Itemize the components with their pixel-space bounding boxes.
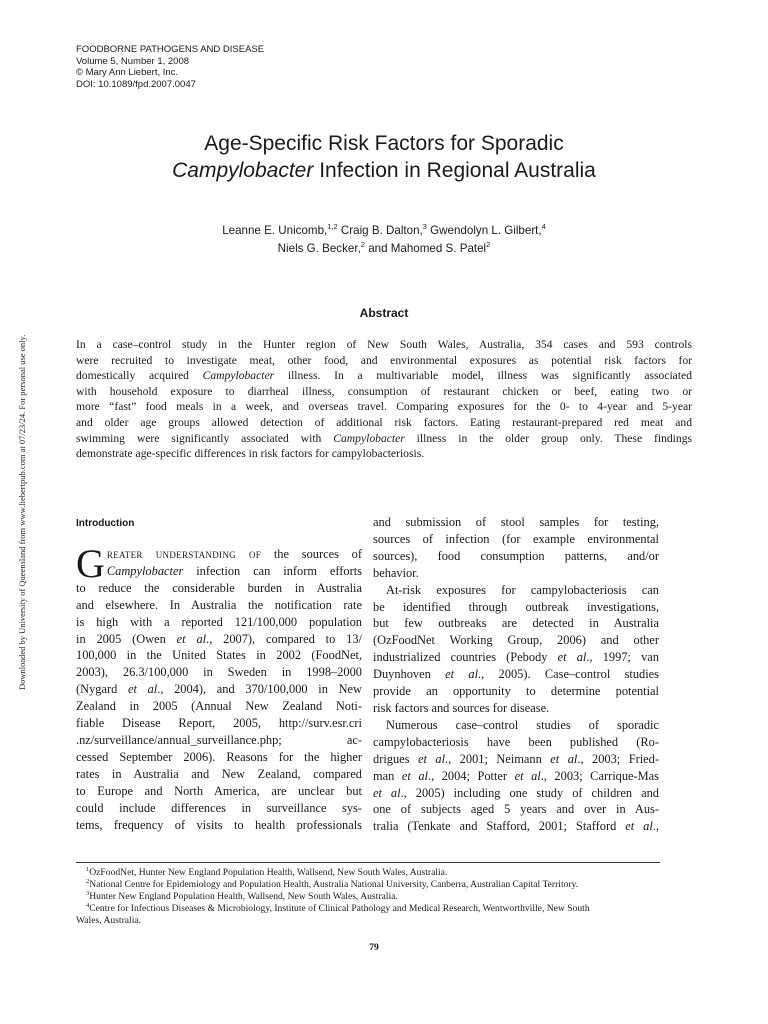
body-text: ., 2004; Potter: [427, 768, 515, 783]
body-line: Zealand in 2005 (Annual New Zealand Noti-: [76, 699, 362, 714]
body-line: (OzFoodNet Working Group, 2006) and other: [373, 633, 659, 648]
body-text: the sources of: [261, 547, 362, 561]
abstract-genus: Campylobacter: [333, 431, 405, 445]
body-text: Duynhoven: [373, 667, 446, 682]
footnote: [76, 879, 660, 891]
body-line: [373, 785, 659, 802]
body-text: ., 2001; Neimann: [445, 751, 551, 766]
footnote-divider: [76, 862, 660, 863]
journal-name: FOODBORNE PATHOGENS AND DISEASE: [76, 44, 265, 55]
footnote-marker: 1: [86, 865, 90, 873]
footnote-continuation: Wales, Australia.: [76, 915, 142, 926]
abstract-line: and older age groups allowed detection of additional risk factors. Eating restaurant-prepared red meat and: [76, 415, 692, 429]
et-al: et al: [401, 768, 428, 783]
author-name: Leanne E. Unicomb,: [222, 224, 328, 237]
body-line: tems, frequency of visits to health professionals: [76, 817, 362, 832]
body-line: Numerous case–control studies of sporadic: [386, 717, 659, 732]
author-affiliation: 2: [486, 239, 491, 249]
et-al: et al: [176, 631, 207, 646]
body-text: ., 2004), and 370/100,000 in New: [157, 682, 362, 697]
abstract-line: with household exposure to diarrheal illness, consumption of restaurant chicken or beef, eating two or: [76, 384, 692, 398]
authors-line-2: [76, 240, 692, 258]
footnote-marker: 4: [86, 901, 90, 909]
title-line-1: Age-Specific Risk Factors for Sporadic: [204, 132, 564, 155]
body-line: [373, 818, 659, 835]
body-line: to reduce the considerable burden in Australia: [76, 580, 362, 595]
abstract-line: demonstrate age-specific differences in risk factors for campylobacteriosis.: [76, 447, 425, 461]
journal-header: [76, 44, 264, 90]
body-line: 2003), 26.3/100,000 in Sweden in 1998–2000: [76, 665, 362, 680]
body-line: rates in Australia and New Zealand, compared: [76, 766, 362, 781]
body-line: and submission of stool samples for testing,: [373, 515, 659, 529]
body-line: [373, 751, 659, 768]
author-name: and Mahomed S. Patel: [364, 241, 487, 255]
footnote-text: Hunter New England Population Health, Wallsend, New South Wales, Australia.: [89, 891, 398, 902]
body-text: drigues: [373, 751, 418, 766]
drop-cap: G: [76, 541, 105, 586]
body-line: .nz/surveillance/annual_surveillance.php; ac-: [76, 732, 362, 747]
footnote-marker: 2: [86, 877, 90, 885]
body-text: ., 2007), compared to 13/: [206, 631, 362, 646]
body-line: risk factors and sources for disease.: [373, 700, 550, 715]
abstract-line: were recruited to investigate meat, other food, and environmental exposures as potential risk factors for: [76, 353, 692, 367]
small-caps-lead: reater understanding of: [106, 547, 262, 561]
body-line: [373, 666, 659, 683]
body-line: behavior.: [373, 565, 419, 580]
abstract-heading: Abstract: [359, 306, 409, 320]
abstract-text: illness. In a multivariable model, illness was significantly associated: [274, 369, 692, 383]
body-line: but few outbreaks are detected in Australia: [373, 616, 659, 631]
body-text: infection can inform efforts: [183, 563, 362, 578]
body-line: could include differences in surveillance sys-: [76, 800, 362, 815]
body-line: [373, 649, 659, 666]
article-title: [76, 131, 692, 184]
body-text: (Nygard: [76, 682, 128, 697]
author-affiliation: 3: [422, 222, 427, 232]
body-line: sources), food consumption patterns, and/or: [373, 548, 659, 563]
body-line: to Europe and North America, are unclear but: [76, 783, 362, 798]
body-line: cessed September 2006). Reasons for the higher: [76, 749, 362, 764]
et-al: et al: [550, 751, 578, 766]
journal-volume: Volume 5, Number 1, 2008: [76, 55, 190, 67]
footnote-text: Centre for Infectious Diseases & Microbiology, Institute of Clinical Pathology and Medical Research, Wentworthville, New South: [89, 903, 590, 914]
body-line: At-risk exposures for campylobacteriosis can: [386, 582, 659, 597]
et-al: et al: [127, 682, 158, 697]
author-affiliation: 4: [541, 222, 546, 232]
abstract-text: domestically acquired: [76, 369, 203, 383]
affiliation-footnotes: [76, 867, 660, 927]
body-text: ., 2003; Carrique-Mas: [540, 768, 659, 783]
section-heading-introduction: Introduction: [76, 518, 135, 529]
footnote-text: National Centre for Epidemiology and Population Health, Australia National University, Canberra, Australian Capital Territory.: [89, 879, 579, 890]
body-text: ., 2003; Fried-: [577, 751, 659, 766]
body-line: is high with a reported 121/100,000 population: [76, 614, 362, 629]
body-text: ., 1997; van: [586, 650, 659, 665]
body-line: campylobacteriosis have been published (Ro-: [373, 734, 659, 749]
abstract-line: In a case–control study in the Hunter region of New South Wales, Australia, 354 cases and 593 controls: [76, 338, 692, 351]
footnote-text: OzFoodNet, Hunter New England Population Health, Wallsend, New South Wales, Australia.: [89, 867, 448, 878]
title-line-2: [76, 158, 692, 185]
body-text: ., 2005). Case–control studies: [478, 667, 659, 682]
authors-line-1: [76, 222, 692, 240]
author-list: [76, 222, 692, 257]
body-line: [76, 631, 362, 648]
title-line-2-rest: Infection in Regional Australia: [313, 158, 596, 182]
author-affiliation: 2: [360, 239, 365, 249]
abstract-text: swimming were significantly associated with: [76, 431, 334, 445]
et-al: et al: [514, 768, 541, 783]
body-column-right: [373, 514, 659, 835]
body-line: [107, 563, 362, 580]
body-text: industrialized countries (Pebody: [373, 650, 558, 665]
body-text: tralia (Tenkate and Stafford, 2001; Stafford: [373, 819, 626, 834]
page-number: 79: [369, 942, 379, 953]
journal-copyright: © Mary Ann Liebert, Inc.: [76, 67, 179, 79]
footnote: [76, 867, 660, 879]
abstract-genus: Campylobacter: [202, 369, 275, 383]
body-line: sources of infection (for example environmental: [373, 531, 659, 546]
body-line: fiable Disease Report, 2005, http://surv.esr.cri: [76, 716, 362, 731]
abstract-text: illness in the older group only. These findings: [404, 431, 693, 445]
body-text: in 2005 (Owen: [76, 631, 177, 646]
footnote: [76, 903, 660, 915]
abstract-line: [76, 368, 692, 384]
title-genus: Campylobacter: [172, 158, 314, 182]
body-line: provide an opportunity to determine potential: [373, 684, 659, 699]
body-text: .,: [652, 819, 659, 834]
genus-italic: Campylobacter: [106, 563, 184, 578]
author-affiliation: 1,2: [327, 222, 338, 232]
author-name: Gwendolyn L. Gilbert,: [426, 224, 542, 237]
download-watermark: Downloaded by University of Queensland from www.liebertpub.com at 07/23/24. For personal use only.: [17, 334, 27, 690]
abstract-line: more “fast” food meals in a week, and overseas travel. Comparing exposures for the 0- to 4-year and 5-year: [76, 400, 692, 414]
abstract-body: [76, 337, 692, 462]
body-text: ., 2005) including one study of children and: [400, 785, 659, 800]
author-name: Niels G. Becker,: [277, 241, 361, 255]
et-al: et al: [625, 819, 653, 834]
footnote-marker: 3: [86, 889, 90, 897]
et-al: et al: [445, 667, 479, 682]
body-line: [373, 768, 659, 785]
body-line: and elsewhere. In Australia the notification rate: [76, 597, 362, 612]
body-line: one of subjects aged 5 years and over in Aus-: [373, 802, 659, 817]
et-al: et al: [373, 785, 401, 800]
journal-doi: DOI: 10.1089/fpd.2007.0047: [76, 78, 196, 90]
body-line: be identified through outbreak investigations,: [373, 599, 659, 614]
abstract-line: [76, 431, 692, 447]
body-line: 100,000 in the United States in 2002 (FoodNet,: [76, 648, 362, 663]
body-column-left: [76, 541, 362, 833]
et-al: et al: [417, 751, 446, 766]
et-al: et al: [557, 650, 587, 665]
author-name: Craig B. Dalton,: [337, 224, 423, 237]
footnote: [76, 891, 660, 903]
body-line: [107, 546, 362, 563]
body-line: [76, 681, 362, 698]
body-text: man: [373, 768, 402, 783]
